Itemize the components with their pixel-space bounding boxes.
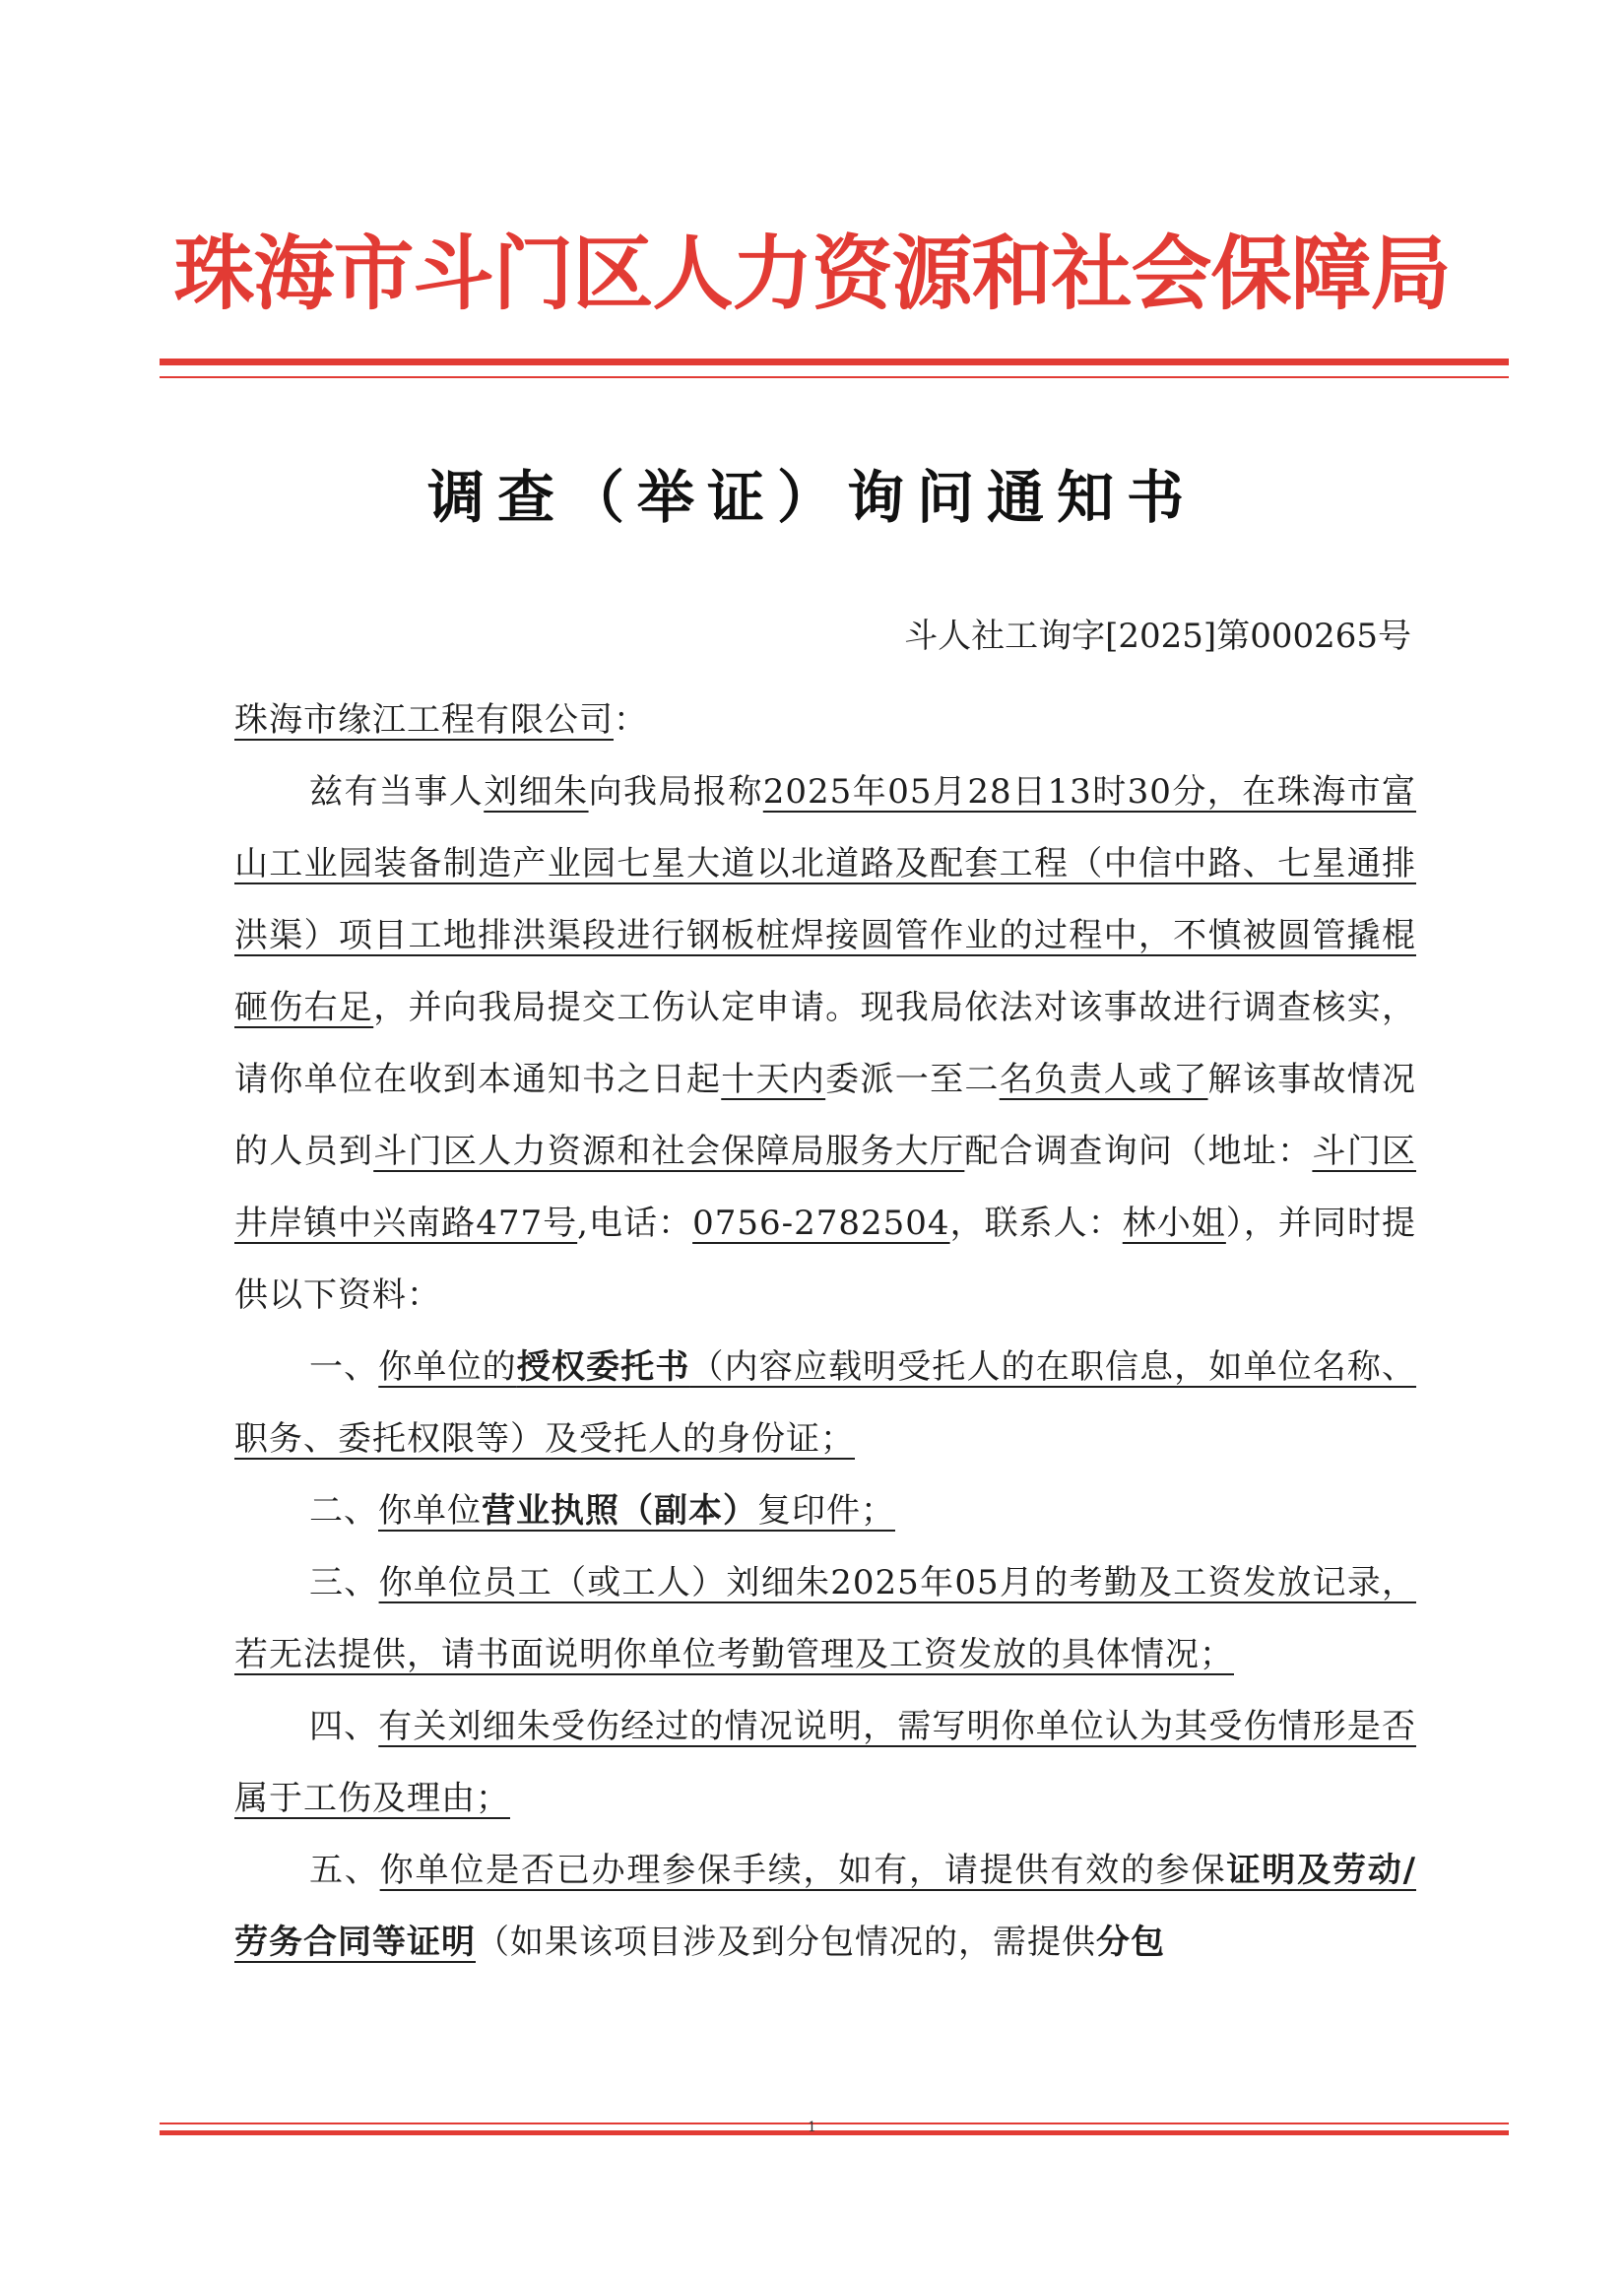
- letterhead-rule-thick: [160, 359, 1509, 365]
- list-item-1: 一、你单位的授权委托书（内容应载明受托人的在职信息，如单位名称、职务、委托权限等）及受托人的身份证；: [234, 1347, 1417, 1459]
- persons-required: 名负责人或了: [999, 1060, 1208, 1099]
- address: 斗门区井岸镇中兴南路477号: [234, 1132, 1417, 1243]
- list-item-3: 三、你单位员工（或工人）刘细朱2025年05月的考勤及工资发放记录，若无法提供，请书面说明你单位考勤管理及工资发放的具体情况；: [234, 1563, 1417, 1674]
- venue: 斗门区人力资源和社会保障局服务大厅: [373, 1132, 965, 1171]
- phone-number: 0756-2782504: [692, 1204, 950, 1243]
- contact-person: 林小姐: [1122, 1204, 1226, 1243]
- business-license: 营业执照（副本）: [482, 1491, 757, 1531]
- agency-letterhead-title: 珠海市斗门区人力资源和社会保障局: [173, 227, 1451, 321]
- document-title: 调查（举证）询问通知书: [426, 464, 1197, 531]
- claimant-name: 刘细朱: [484, 772, 589, 812]
- deadline: 十天内: [721, 1060, 826, 1099]
- authorization-letter: 授权委托书: [516, 1347, 690, 1387]
- list-item-4: 四、有关刘细朱受伤经过的情况说明，需写明你单位认为其受伤情形是否属于工伤及理由；: [234, 1707, 1417, 1818]
- insurance-proof: 证明及劳动/劳务合同等证明: [234, 1851, 1417, 1962]
- incident-description: 2025年05月28日13时30分，在珠海市富山工业园装备制造产业园七星大道以北道路及配套工程（中信中路、七星通排洪渠）项目工地排洪渠段进行钢板桩焊接圆管作业的过程中，不慎被圆管撬棍砸伤右足: [234, 772, 1417, 1027]
- list-item-2: 二、你单位营业执照（副本）复印件；: [309, 1491, 895, 1531]
- letterhead-rule-thin: [160, 376, 1509, 378]
- document-number: 斗人社工询字[2025]第000265号: [904, 617, 1411, 656]
- intro-paragraph: 兹有当事人刘细朱向我局报称2025年05月28日13时30分，在珠海市富山工业园装备制造产业园七星大道以北道路及配套工程（中信中路、七星通排洪渠）项目工地排洪渠段进行钢板桩焊接圆管作业的过程中，不慎被圆管撬棍砸伤右足，并向我局提交工伤认定申请。现我局依法对该事故进行调查核实，请你单位在收到本通知书之日起十天内委派一至二名负责人或了解该事故情况的人员到斗门区人力资源和社会保障局服务大厅配合调查询问（地址：斗门区井岸镇中兴南路477号,电话：0756-2782504，联系人：林小姐），并同时提供以下资料：: [234, 772, 1417, 1315]
- recipient-name: 珠海市缘江工程有限公司: [234, 700, 614, 740]
- document-body: [234, 685, 1416, 1979]
- list-item-5: 五、你单位是否已办理参保手续，如有，请提供有效的参保证明及劳动/劳务合同等证明（如果该项目涉及到分包情况的，需提供分包: [234, 1851, 1417, 1962]
- recipient-line: 珠海市缘江工程有限公司：: [234, 700, 648, 740]
- page-number: 1: [808, 2120, 816, 2135]
